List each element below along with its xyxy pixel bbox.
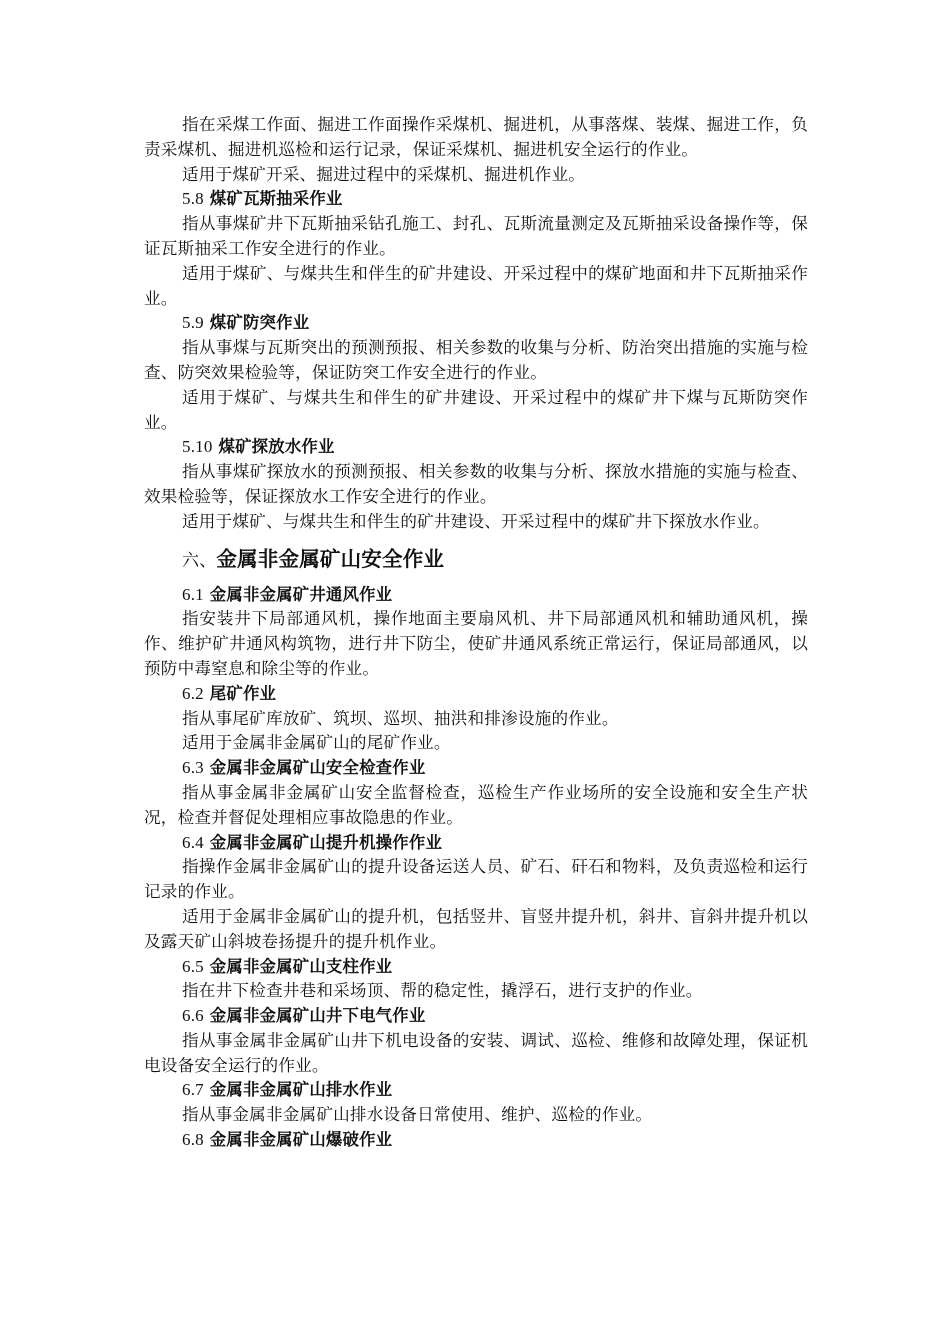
paragraph-shearer-scope: 适用于煤矿开采、掘进过程中的采煤机、掘进机作业。 — [182, 164, 586, 184]
paragraph-water-detection-scope: 适用于煤矿、与煤共生和伴生的矿井建设、开采过程中的煤矿井下探放水作业。 — [182, 511, 770, 531]
heading-title: 金属非金属矿山安全检查作业 — [209, 758, 426, 778]
paragraph-outburst-scope: 适用于煤矿、与煤共生和伴生的矿井建设、开采过程中的煤矿井下煤与瓦斯防突作业。 — [144, 387, 808, 432]
heading-number: 6.5 — [182, 956, 204, 976]
heading-6-2 — [144, 682, 808, 707]
heading-6-1 — [144, 583, 808, 608]
document-page — [144, 113, 808, 1153]
heading-6-7 — [144, 1078, 808, 1103]
paragraph-support-definition: 指在井下检查井巷和采场顶、帮的稳定性，撬浮石，进行支护的作业。 — [182, 981, 703, 1001]
paragraph-tailings-scope: 适用于金属非金属矿山的尾矿作业。 — [182, 733, 451, 753]
section-heading-6 — [144, 545, 808, 575]
heading-title: 煤矿防突作业 — [209, 313, 310, 333]
heading-number: 5.9 — [182, 313, 204, 333]
paragraph-ventilation-definition: 指安装井下局部通风机，操作地面主要扇风机、井下局部通风机和辅助通风机，操作、维护矿井通风构筑物，进行井下防尘，使矿井通风系统正常运行，保证局部通风，以预防中毒窒息和除尘等的作业。 — [144, 609, 808, 678]
heading-5-10 — [144, 435, 808, 460]
heading-number: 6.2 — [182, 683, 204, 703]
paragraph-hoist-scope: 适用于金属非金属矿山的提升机，包括竖井、盲竖井提升机，斜井、盲斜井提升机以及露天矿山斜坡卷扬提升的提升机作业。 — [144, 906, 808, 951]
heading-number: 6.7 — [182, 1080, 204, 1100]
paragraph-drainage-definition: 指从事金属非金属矿山排水设备日常使用、维护、巡检的作业。 — [182, 1105, 653, 1125]
heading-title: 尾矿作业 — [209, 683, 277, 703]
heading-5-9 — [144, 311, 808, 336]
heading-6-4 — [144, 831, 808, 856]
heading-title: 煤矿探放水作业 — [218, 437, 335, 457]
heading-title: 金属非金属矿山支柱作业 — [209, 956, 393, 976]
heading-number: 6.4 — [182, 832, 204, 852]
paragraph-hoist-definition: 指操作金属非金属矿山的提升设备运送人员、矿石、矸石和物料，及负责巡检和运行记录的作业。 — [144, 857, 808, 902]
heading-number: 5.8 — [182, 189, 204, 209]
paragraph-gas-drainage-definition: 指从事煤矿井下瓦斯抽采钻孔施工、封孔、瓦斯流量测定及瓦斯抽采设备操作等，保证瓦斯抽采工作安全进行的作业。 — [144, 214, 808, 258]
section-number: 六、 — [182, 550, 217, 571]
paragraph-electrical-definition: 指从事金属非金属矿山井下机电设备的安装、调试、巡检、维修和故障处理，保证机电设备安全运行的作业。 — [144, 1030, 808, 1075]
heading-number: 6.6 — [182, 1006, 204, 1026]
section-title: 金属非金属矿山安全作业 — [216, 546, 445, 571]
heading-number: 6.1 — [182, 584, 204, 604]
heading-6-6 — [144, 1004, 808, 1029]
paragraph-shearer-definition: 指在采煤工作面、掘进工作面操作采煤机、掘进机，从事落煤、装煤、掘进工作，负责采煤机、掘进机巡检和运行记录，保证采煤机、掘进机安全运行的作业。 — [144, 115, 808, 159]
paragraph-water-detection-definition: 指从事煤矿探放水的预测预报、相关参数的收集与分析、探放水措施的实施与检查、效果检验等，保证探放水工作安全进行的作业。 — [144, 462, 808, 506]
heading-title: 金属非金属矿井通风作业 — [209, 584, 393, 604]
heading-number: 6.8 — [182, 1130, 204, 1150]
heading-title: 金属非金属矿山井下电气作业 — [209, 1006, 426, 1026]
heading-title: 金属非金属矿山排水作业 — [209, 1080, 393, 1100]
paragraph-tailings-definition: 指从事尾矿库放矿、筑坝、巡坝、抽洪和排渗设施的作业。 — [182, 708, 619, 728]
paragraph-safety-inspection-definition: 指从事金属非金属矿山安全监督检查，巡检生产作业场所的安全设施和安全生产状况，检查并督促处理相应事故隐患的作业。 — [144, 782, 808, 827]
heading-6-3 — [144, 756, 808, 781]
heading-number: 6.3 — [182, 758, 204, 778]
heading-6-5 — [144, 955, 808, 980]
paragraph-gas-drainage-scope: 适用于煤矿、与煤共生和伴生的矿井建设、开采过程中的煤矿地面和井下瓦斯抽采作业。 — [144, 263, 808, 308]
heading-5-8 — [144, 187, 808, 212]
heading-title: 金属非金属矿山提升机操作作业 — [209, 832, 443, 852]
heading-number: 5.10 — [182, 437, 213, 457]
heading-title: 金属非金属矿山爆破作业 — [209, 1130, 393, 1150]
paragraph-outburst-definition: 指从事煤与瓦斯突出的预测预报、相关参数的收集与分析、防治突出措施的实施与检查、防突效果检验等，保证防突工作安全进行的作业。 — [144, 338, 808, 382]
heading-title: 煤矿瓦斯抽采作业 — [209, 189, 343, 209]
heading-6-8 — [144, 1128, 808, 1153]
